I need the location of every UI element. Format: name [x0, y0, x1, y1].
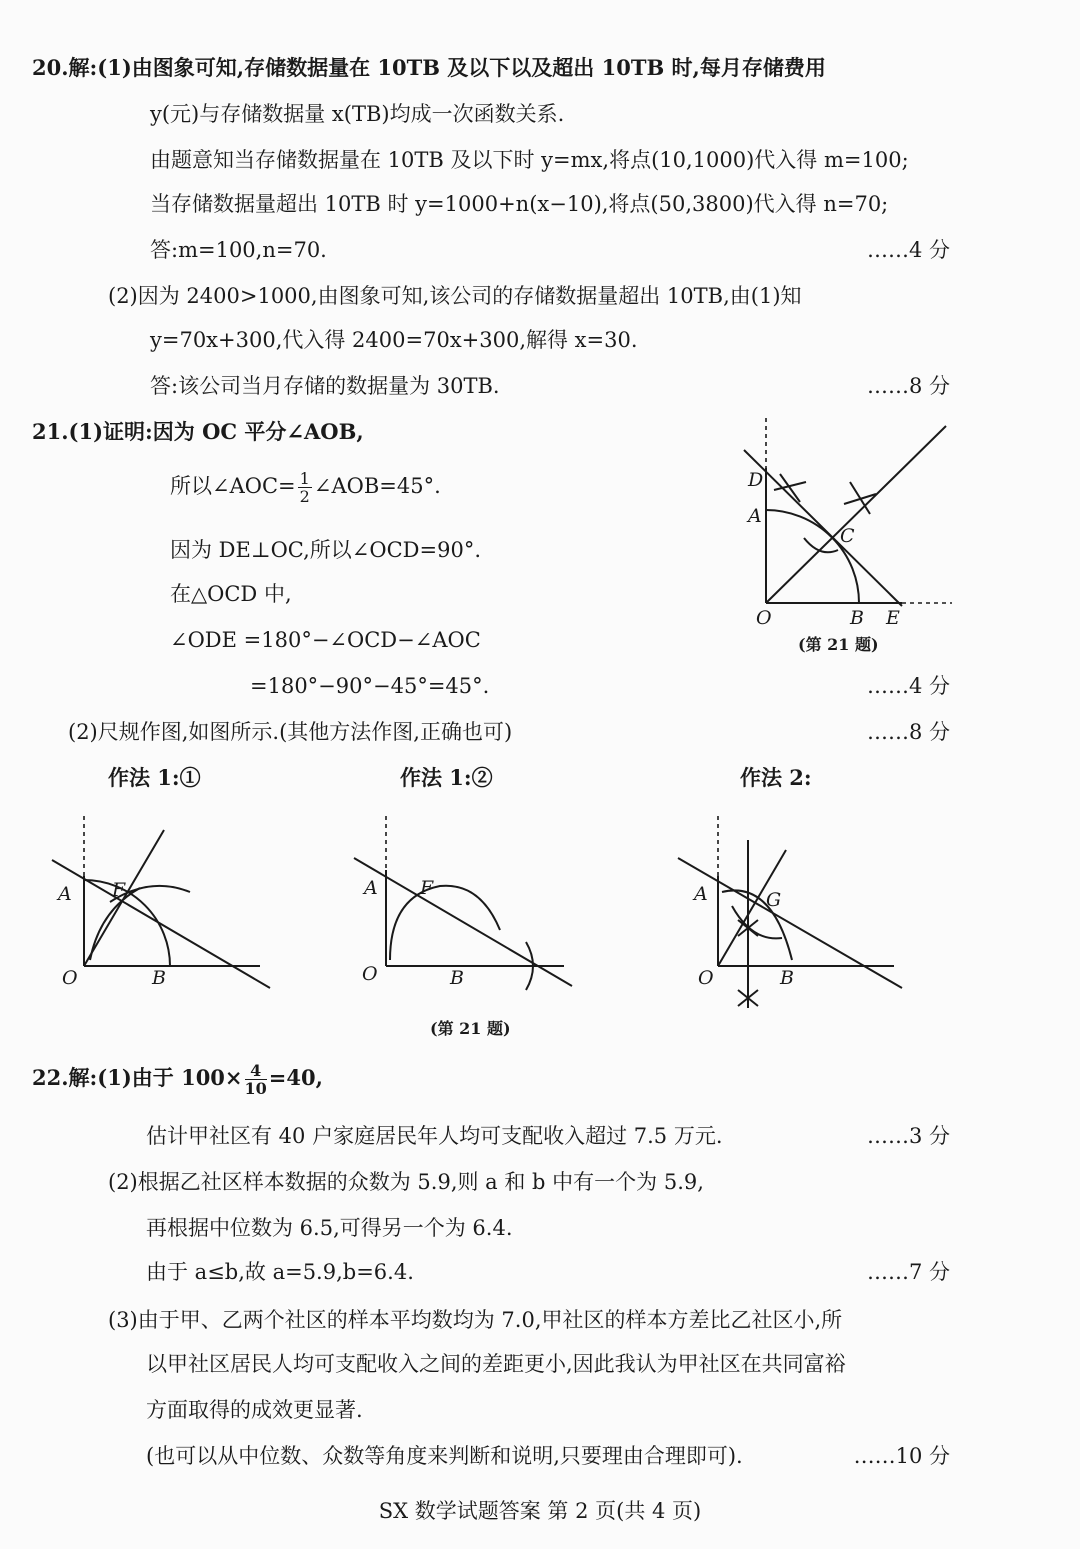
q22-points-1: ……3 分 — [866, 1124, 950, 1148]
q21-caption-bottom: (第 21 题) — [430, 1019, 511, 1038]
q20-line-3: 由题意知当存储数据量在 10TB 及以下时 y=mx,将点(10,1000)代入得 m=100; — [150, 148, 909, 172]
q21-line-2 — [170, 470, 441, 505]
q22-fraction-num: 4 — [245, 1062, 267, 1080]
q20-line-5: 答:m=100,n=70. — [150, 238, 327, 262]
q21-method-1a: 作法 1:① — [108, 765, 201, 790]
q20-line-6: (2)因为 2400>1000,由图象可知,该公司的存储数据量超出 10TB,由(1)知 — [108, 284, 802, 308]
page-footer: SX 数学试题答案 第 2 页(共 4 页) — [378, 1499, 702, 1523]
fig2-label-f: F — [420, 877, 434, 899]
fig3-label-a: A — [694, 883, 708, 905]
q20-points-1: ……4 分 — [866, 238, 950, 262]
q20-line-2: y(元)与存储数据量 x(TB)均成一次函数关系. — [150, 102, 565, 126]
q20-line-4: 当存储数据量超出 10TB 时 y=1000+n(x−10),将点(50,3800)代入得 n=70; — [150, 192, 889, 216]
fig3-label-o: O — [698, 967, 714, 989]
q21-line-5: ∠ODE =180°−∠OCD−∠AOC — [170, 628, 481, 652]
q22-fraction-den: 10 — [244, 1079, 267, 1098]
q22-line-2: 估计甲社区有 40 户家庭居民年人均可支配收入超过 7.5 万元. — [146, 1124, 723, 1148]
q22-line-4: 再根据中位数为 6.5,可得另一个为 6.4. — [146, 1216, 513, 1240]
q21-fraction-num: 1 — [299, 469, 310, 488]
q21-points-2: ……8 分 — [866, 720, 950, 744]
fig1-label-f: F — [112, 879, 126, 901]
q21-figure-method-2 — [672, 810, 912, 1020]
q22-points-2: ……7 分 — [866, 1260, 950, 1284]
q21-line-7: (2)尺规作图,如图所示.(其他方法作图,正确也可) — [68, 720, 513, 744]
fig2-label-a: A — [364, 877, 378, 899]
q21-line-4: 在△OCD 中, — [170, 582, 292, 606]
q21-line-2b: ∠AOB=45°. — [313, 474, 441, 498]
fig1-label-o: O — [62, 967, 78, 989]
q20-line-1: 20.解:(1)由图象可知,存储数据量在 10TB 及以下以及超出 10TB 时,每月存储费用 — [32, 55, 826, 80]
fig1-label-b: B — [152, 967, 166, 989]
fig2-label-o: O — [362, 963, 378, 985]
q22-line-1 — [32, 1062, 323, 1097]
q22-line-8: 方面取得的成效更显著. — [146, 1398, 363, 1422]
q20-line-7: y=70x+300,代入得 2400=70x+300,解得 x=30. — [150, 328, 638, 352]
fig-main-small-arc — [804, 538, 838, 552]
q20-points-2: ……8 分 — [866, 374, 950, 398]
fig-main-label-c: C — [840, 525, 855, 547]
q22-points-3: ……10 分 — [853, 1444, 950, 1468]
fig-main-de-line — [744, 450, 902, 606]
q21-figure-main — [730, 410, 960, 640]
q21-figure-method-1b — [350, 810, 580, 1000]
q22-line-9: (也可以从中位数、众数等角度来判断和说明,只要理由合理即可). — [146, 1444, 743, 1468]
q22-fraction — [245, 1062, 267, 1097]
fig-main-label-o: O — [756, 607, 772, 629]
fig1-label-a: A — [58, 883, 72, 905]
q21-method-2: 作法 2: — [740, 765, 812, 790]
q21-line-2a: 所以∠AOC= — [170, 474, 296, 498]
q22-line-6: (3)由于甲、乙两个社区的样本平均数均为 7.0,甲社区的样本方差比乙社区小,所 — [108, 1308, 843, 1332]
q21-method-1b: 作法 1:② — [400, 765, 493, 790]
q21-line-3: 因为 DE⊥OC,所以∠OCD=90°. — [170, 538, 482, 562]
q21-fraction-den: 2 — [299, 487, 310, 506]
q22-line-1a: 22.解:(1)由于 100× — [32, 1065, 243, 1090]
fig-main-cross-mark-1 — [774, 474, 806, 502]
fig2-label-b: B — [450, 967, 464, 989]
q22-line-1b: =40, — [268, 1065, 323, 1090]
fig2-arc — [390, 886, 500, 960]
q21-figure-method-1a — [50, 810, 280, 1000]
q20-line-8: 答:该公司当月存储的数据量为 30TB. — [150, 374, 500, 398]
fig-main-label-a: A — [748, 505, 762, 527]
q21-line-6: =180°−90°−45°=45°. — [250, 674, 490, 698]
q22-line-3: (2)根据乙社区样本数据的众数为 5.9,则 a 和 b 中有一个为 5.9, — [108, 1170, 704, 1194]
fig3-label-g: G — [766, 889, 782, 911]
q21-points-1: ……4 分 — [866, 674, 950, 698]
fig-main-label-d: D — [748, 469, 764, 491]
q22-line-7: 以甲社区居民人均可支配收入之间的差距更小,因此我认为甲社区在共同富裕 — [146, 1352, 846, 1376]
q21-caption-top: (第 21 题) — [798, 635, 879, 654]
fig-main-label-e: E — [886, 607, 900, 629]
fig3-label-b: B — [780, 967, 794, 989]
q21-fraction — [298, 470, 312, 505]
fig-main-label-b: B — [850, 607, 864, 629]
q21-line-1: 21.(1)证明:因为 OC 平分∠AOB, — [32, 419, 364, 444]
q22-line-5: 由于 a≤b,故 a=5.9,b=6.4. — [146, 1260, 414, 1284]
